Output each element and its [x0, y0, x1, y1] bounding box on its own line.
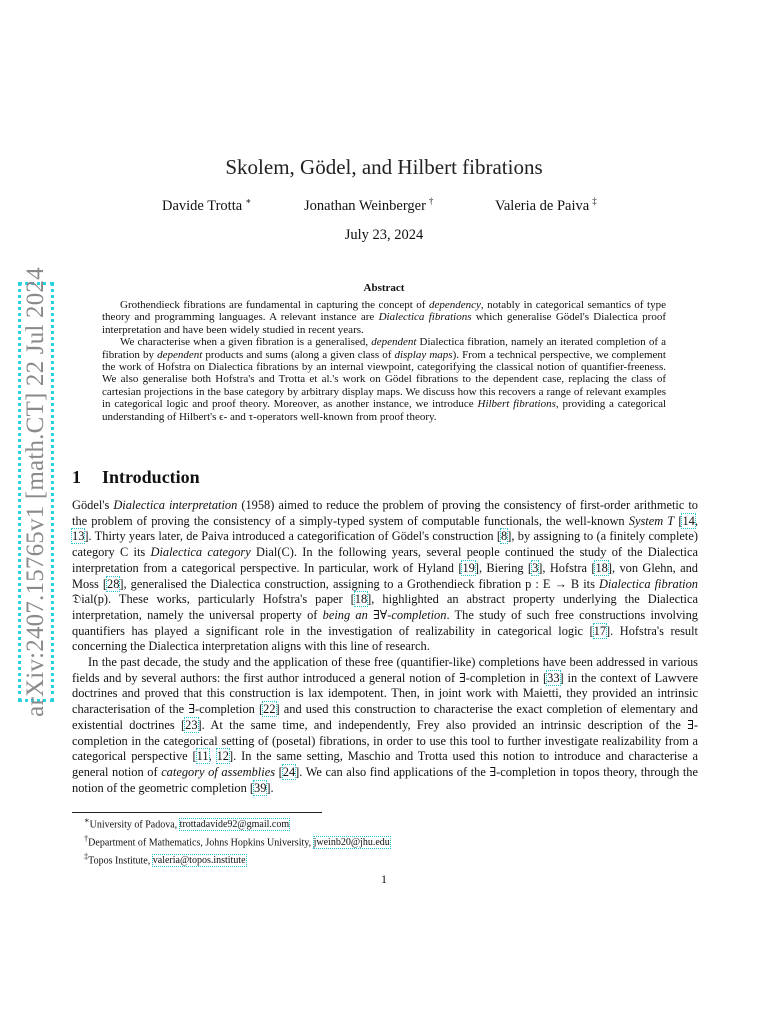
footnote-2 — [84, 832, 390, 850]
intro-paragraph-2 — [72, 655, 698, 796]
author-list — [0, 196, 768, 216]
footnote-3 — [84, 850, 390, 868]
text-run: (1958) aimed to reduce the problem of proving the consistency of first-order arithmetic to the problem of proving the consistency of a simply-typed system of computable functionals, the well-known — [72, 498, 698, 528]
emphasis: Dialectica interpretation — [113, 498, 238, 512]
emphasis: category of assemblies — [161, 764, 276, 779]
emphasis: Dialectica fibrations — [378, 311, 472, 324]
citation-link[interactable]: 19 — [462, 560, 475, 575]
paper-title: Skolem, Gödel, and Hilbert fibrations — [225, 155, 543, 179]
emphasis: System T — [628, 513, 675, 528]
text-run: ] in the context of Lawvere doctrines and proved that this construction is lax idempotent. Then, in joint work with Maietti, they provided an intrinsic characterisation of the ∃-completion [ — [72, 670, 698, 717]
citation-link[interactable]: 18 — [354, 592, 368, 607]
text-run: ]. Hofstra's result concerning the Dialectica interpretation aligns with this line of research. — [72, 623, 698, 654]
emphasis: dependent — [157, 348, 203, 361]
intro-paragraph-1 — [72, 498, 698, 655]
citation-link[interactable]: 23 — [185, 717, 198, 732]
text-run: Gödel's — [72, 498, 114, 512]
text-run: ], highlighted an abstract property underlying the Dialectica interpretation, namely the universal property of — [72, 592, 698, 622]
text-run: ). From a technical perspective, we complement the work of Hofstra on Dialectica fibrations by an internal viewpoint, categorifying the classical notion of quantifier-freeness. We also generalise both Hofstra's and Trotta et al.'s work on Gödel fibrations to the dependent case, replacing the class of cartesian projections in the base category by arbitrary display maps. We discuss how this recovers a range of relevant examples in categorical logic and proof theory. Moreover, as another instance, we introduce — [102, 348, 666, 411]
citation-link[interactable]: 33 — [547, 670, 560, 685]
citation-link[interactable]: 24 — [282, 764, 296, 779]
section-heading — [72, 467, 200, 488]
citation-link[interactable]: 13 — [72, 529, 85, 544]
email-link[interactable]: trottadavide92@gmail.com — [179, 819, 290, 831]
arxiv-stamp[interactable] — [18, 267, 54, 717]
email-link[interactable]: valeria@topos.institute — [152, 854, 246, 866]
text-run: ], Hofstra [ — [538, 560, 596, 575]
emphasis: dependency — [428, 299, 481, 311]
page-number: 1 — [381, 872, 387, 886]
paper-date: July 23, 2024 — [344, 227, 424, 243]
text-run: Dialectica fibration, namely an iterated completion of a fibration by — [102, 336, 666, 361]
arxiv-stamp-text[interactable]: arXiv:2407.15765v1 [math.CT] 22 Jul 2024 — [22, 267, 49, 717]
email-link[interactable]: jweinb20@jhu.edu — [313, 837, 390, 849]
citation-link[interactable]: 39 — [254, 780, 267, 795]
abstract-paragraph-1 — [102, 299, 666, 336]
text-run: We characterise when a given fibration is a generalised, — [120, 336, 372, 349]
text-run: ], by assigning to (a finitely complete) category C its — [72, 529, 698, 560]
footnote-rule — [72, 812, 322, 813]
citation-link[interactable]: 17 — [593, 623, 607, 638]
author-2-name: Jonathan Weinberger — [304, 197, 426, 214]
text-run: , — [694, 513, 698, 528]
author-3 — [495, 196, 597, 215]
text-run: ], von Glehn, and Moss [ — [72, 560, 698, 591]
abstract-paragraph-2 — [102, 336, 666, 423]
text-run: Dial(C). In the following years, several people continued the study of the Dialectica interpretation from a categorical perspective. In particular, work of Hyland [ — [72, 545, 698, 575]
abstract-heading: Abstract — [363, 282, 405, 294]
citation-link[interactable]: 28 — [107, 576, 120, 591]
text-run: [ — [275, 764, 283, 779]
text-run: In the past decade, the study and the application of these free (quantifier-like) completions have been addressed in various fields and by several authors: the first author introduced a general notion of ∃-completion in [ — [72, 655, 698, 685]
text-run: . The study of such free constructions involving quantifiers has played a significant role in the investigation of realizability in categorical logic [ — [72, 607, 698, 638]
author-1 — [162, 196, 251, 215]
footnote-mark: † — [84, 833, 89, 843]
text-run: ]. At the same time, and independently, Frey also provided an intrinsic description of the ∃-completion in the categorical setting of (posetal) fibrations, in order to use this tool to further investigate realizability from a categorical perspective [ — [72, 717, 699, 764]
emphasis: Dialectica fibration — [598, 576, 698, 591]
text-run: ]. — [266, 780, 274, 795]
citation-link[interactable]: 11 — [196, 749, 209, 764]
text-run: , notably in categorical semantics of type theory and programming languages. A relevant instance are — [102, 299, 666, 324]
citation-link[interactable]: 3 — [532, 560, 539, 575]
footnote-1 — [84, 814, 390, 832]
footnotes — [84, 814, 390, 867]
section-number: 1 — [72, 467, 81, 487]
text-run: [ — [674, 513, 683, 528]
abstract-body — [102, 299, 666, 423]
text-run: which generalise Gödel's Dialectica proof interpretation and have been widely studied in recent years. — [102, 311, 666, 336]
text-run: ], Biering [ — [474, 560, 533, 575]
author-3-mark: ‡ — [592, 196, 597, 206]
text-run: , — [208, 749, 217, 764]
author-2 — [304, 196, 433, 215]
citation-link[interactable]: 12 — [216, 749, 229, 764]
text-run: ]. In the same setting, Maschio and Trotta used this notion to introduce and characterise a general notion of — [72, 749, 698, 779]
footnote-text: Department of Mathematics, Johns Hopkins University, — [88, 837, 314, 849]
footnote-text: Topos Institute, — [88, 854, 153, 866]
footnote-text: University of Padova, — [89, 819, 180, 831]
text-run: ] and used this construction to characterise the exact completion of elementary and existential doctrines [ — [72, 702, 698, 732]
citation-link[interactable]: 8 — [501, 529, 508, 544]
text-run: Grothendieck fibrations are fundamental in capturing the concept of — [120, 299, 429, 311]
footnote-mark: ‡ — [84, 851, 89, 861]
emphasis: display maps — [394, 348, 453, 361]
text-run: 𝔇ial(p). These works, particularly Hofstra's paper [ — [72, 592, 355, 607]
emphasis: dependent — [371, 336, 417, 349]
text-run: ]. We can also find applications of the ∃-completion in topos theory, through the notion of the geometric completion [ — [72, 764, 698, 795]
section-title: Introduction — [102, 467, 200, 487]
emphasis: Dialectica category — [150, 545, 251, 560]
text-run: ], generalised the Dialectica construction, assigning to a Grothendieck fibration p : E → B its — [119, 576, 599, 591]
emphasis: Hilbert fibrations — [477, 398, 556, 411]
citation-link[interactable]: 14 — [682, 513, 695, 528]
author-1-mark: ∗ — [245, 196, 252, 206]
text-run: , providing a categorical understanding of Hilbert's ϵ- and τ-operators well-known from proof theory. — [102, 398, 667, 423]
text-run: ]. Thirty years later, de Paiva introduced a categorification of Gödel's construction [ — [84, 529, 502, 544]
citation-link[interactable]: 22 — [263, 702, 276, 717]
author-3-name: Valeria de Paiva — [495, 197, 590, 214]
citation-link[interactable]: 18 — [595, 560, 608, 575]
author-1-name: Davide Trotta — [162, 197, 243, 214]
text-run: products and sums (along a given class of — [202, 348, 395, 361]
emphasis: being an ∃∀-completion — [322, 607, 447, 622]
introduction-body — [72, 498, 698, 796]
footnote-mark: ∗ — [84, 816, 90, 825]
author-2-mark: † — [428, 196, 434, 206]
